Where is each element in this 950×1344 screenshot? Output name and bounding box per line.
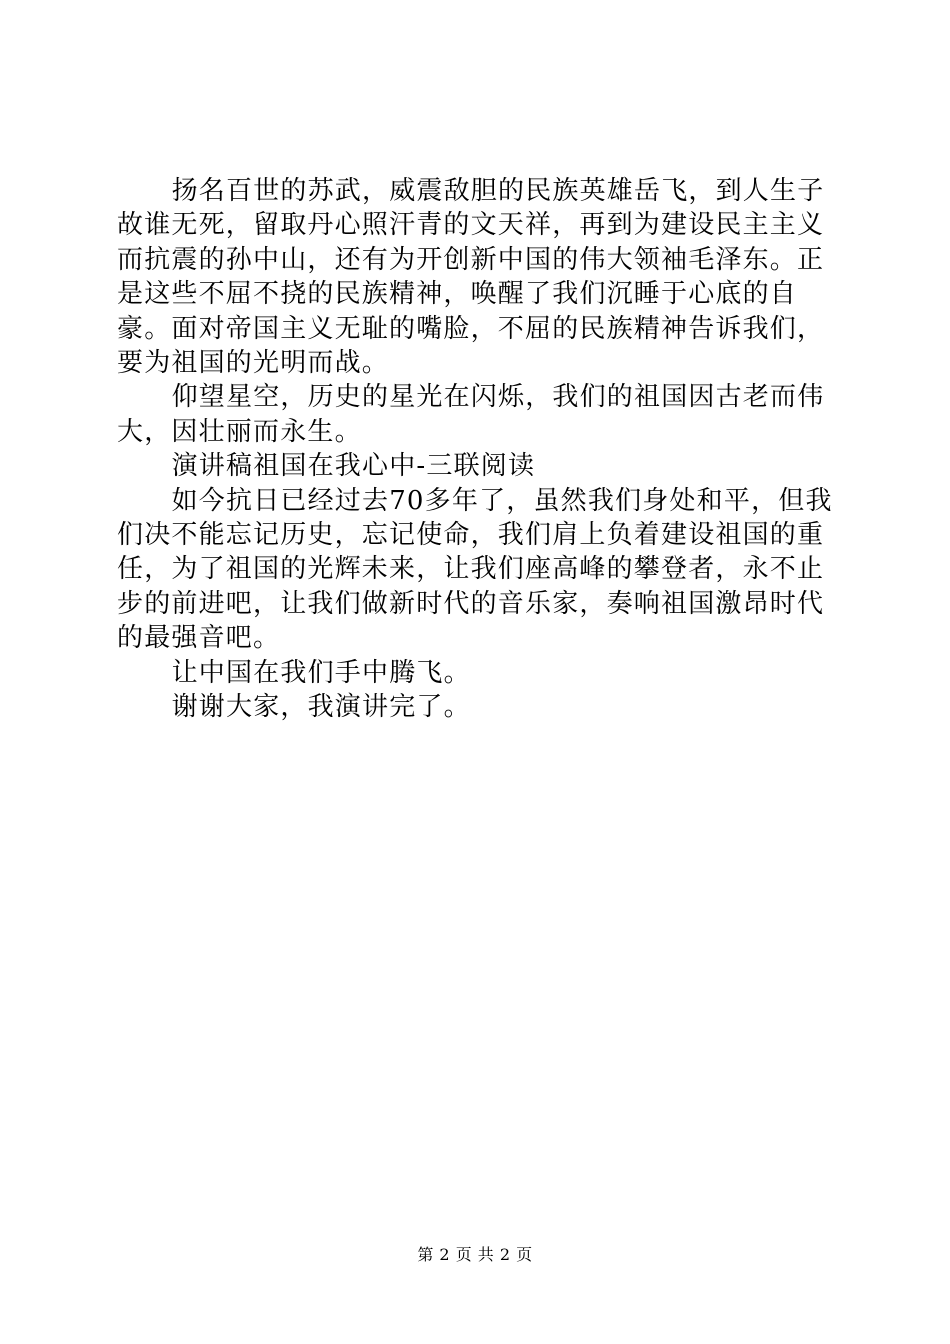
paragraph-china-soar: 让中国在我们手中腾飞。 bbox=[171, 657, 471, 688]
page-footer: 第 2 页 共 2 页 bbox=[417, 1245, 533, 1264]
paragraph-history: 如今抗日已经过去70多年了，虽然我们身处和平，但我们决不能忘记历史，忘记使命，我们肩上负着建设祖国的重任，为了祖国的光辉未来，让我们座高峰的攀登者，永不止步的前进吧，让我们做新时代的音乐家，奏响祖国激昂时代的最强音吧。 bbox=[117, 485, 833, 654]
paragraph-starry-sky: 仰望星空，历史的星光在闪烁，我们的祖国因古老而伟大，因壮丽而永生。 bbox=[117, 382, 825, 447]
paragraph-heroes: 扬名百世的苏武，威震敌胆的民族英雄岳飞，到人生子故谁无死，留取丹心照汗青的文天祥，再到为建设民主主义而抗震的孙中山，还有为开创新中国的伟大领袖毛泽东。正是这些不屈不挠的民族精神，唤醒了我们沉睡于心底的自豪。面对帝国主义无耻的嘴脸，不屈的民族精神告诉我们，要为祖国的光明而战。 bbox=[117, 176, 825, 379]
paragraph-thanks: 谢谢大家，我演讲完了。 bbox=[171, 692, 471, 723]
paragraph-title-line: 演讲稿祖国在我心中-三联阅读 bbox=[171, 451, 536, 482]
document-body bbox=[117, 174, 837, 725]
